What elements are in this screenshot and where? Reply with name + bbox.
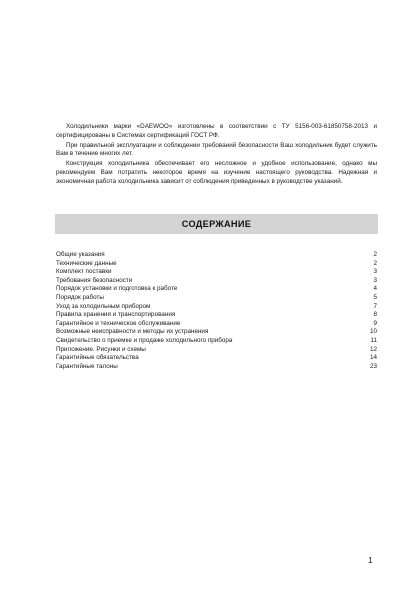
toc-entry[interactable]	[56, 346, 377, 355]
toc-entry-title: Общие указания	[56, 251, 105, 258]
toc-entry-page: 14	[369, 354, 377, 362]
toc-entry-title: Уход за холодильным прибором	[56, 302, 151, 310]
toc-entry-title: Гарантийные обязательства	[56, 354, 139, 362]
toc-entry[interactable]	[56, 303, 377, 312]
intro-paragraph: Холодильники марки «DAEWOO» изготовлены в соответствии с ТУ 5156-003-61850758-2013 и сертифицированы в Системах сертификаций ГОСТ РФ.	[56, 123, 377, 139]
toc-entry[interactable]	[56, 363, 377, 372]
toc-entry-page: 11	[370, 336, 377, 344]
toc-entry[interactable]	[56, 251, 377, 260]
toc-entry-page: 12	[369, 345, 377, 353]
toc-entry[interactable]	[56, 311, 377, 320]
toc-entry-title: Порядок работы	[56, 293, 104, 301]
toc-entry[interactable]	[56, 268, 377, 277]
toc-entry-title: Правила хранения и транспортирования	[56, 311, 176, 319]
toc-entry-title: Порядок установки и подготовка к работе	[56, 285, 178, 293]
toc-entry[interactable]	[56, 320, 377, 329]
toc-entry-page: 23	[369, 362, 377, 370]
intro-text	[56, 123, 377, 188]
toc-entry[interactable]	[56, 337, 377, 346]
toc-entry-page: 3	[373, 268, 377, 276]
toc-entry-title: Гарантийное и техническое обслуживание	[56, 319, 181, 327]
toc-entry-title: Гарантийные талоны	[56, 362, 118, 370]
toc-entry-title: Технические данные	[56, 259, 117, 267]
toc-entry[interactable]	[56, 354, 377, 363]
toc-entry[interactable]	[56, 260, 377, 269]
toc-entry-page: 8	[373, 311, 377, 319]
toc-entry-title: Приложение. Рисунки и схемы	[56, 345, 146, 353]
toc-heading-band	[55, 214, 378, 234]
toc-entry-page: 2	[373, 259, 377, 267]
toc-entry-page: 4	[373, 285, 377, 293]
toc-entry[interactable]	[56, 294, 377, 303]
toc-entry[interactable]	[56, 285, 377, 294]
toc-entry-page: 5	[373, 293, 377, 301]
toc-entry-page: 9	[373, 319, 377, 327]
toc-heading: СОДЕРЖАНИЕ	[181, 219, 252, 229]
page-number: 1	[368, 555, 373, 565]
toc-entry[interactable]	[56, 328, 377, 337]
toc-entry-title: Возможные неисправности и методы их устранения	[56, 328, 209, 336]
toc-entry-title: Требования безопасности	[56, 276, 133, 284]
intro-paragraph: Конструкция холодильника обеспечивает его несложное и удобное использование, однако мы рекомендуем Вам потратить некоторое время на изучение настоящего руководства. Надежная и экономичная работа холодильника зависит от соблюдения приведенных в руководстве указаний.	[56, 160, 377, 185]
toc-entry-page: 3	[373, 276, 377, 284]
toc-entry-title: Свидетельство о приемке и продаже холодильного прибора	[56, 336, 233, 344]
toc-entry-page: 10	[369, 328, 377, 336]
table-of-contents	[56, 251, 377, 371]
intro-paragraph: При правильной эксплуатации и соблюдении требований безопасности Ваш холодильник будет служить Вам в течение многих лет.	[56, 141, 377, 158]
toc-entry-title: Комплект поставки	[56, 268, 112, 276]
toc-entry-page: 2	[373, 251, 377, 258]
toc-entry-page: 7	[373, 302, 377, 310]
